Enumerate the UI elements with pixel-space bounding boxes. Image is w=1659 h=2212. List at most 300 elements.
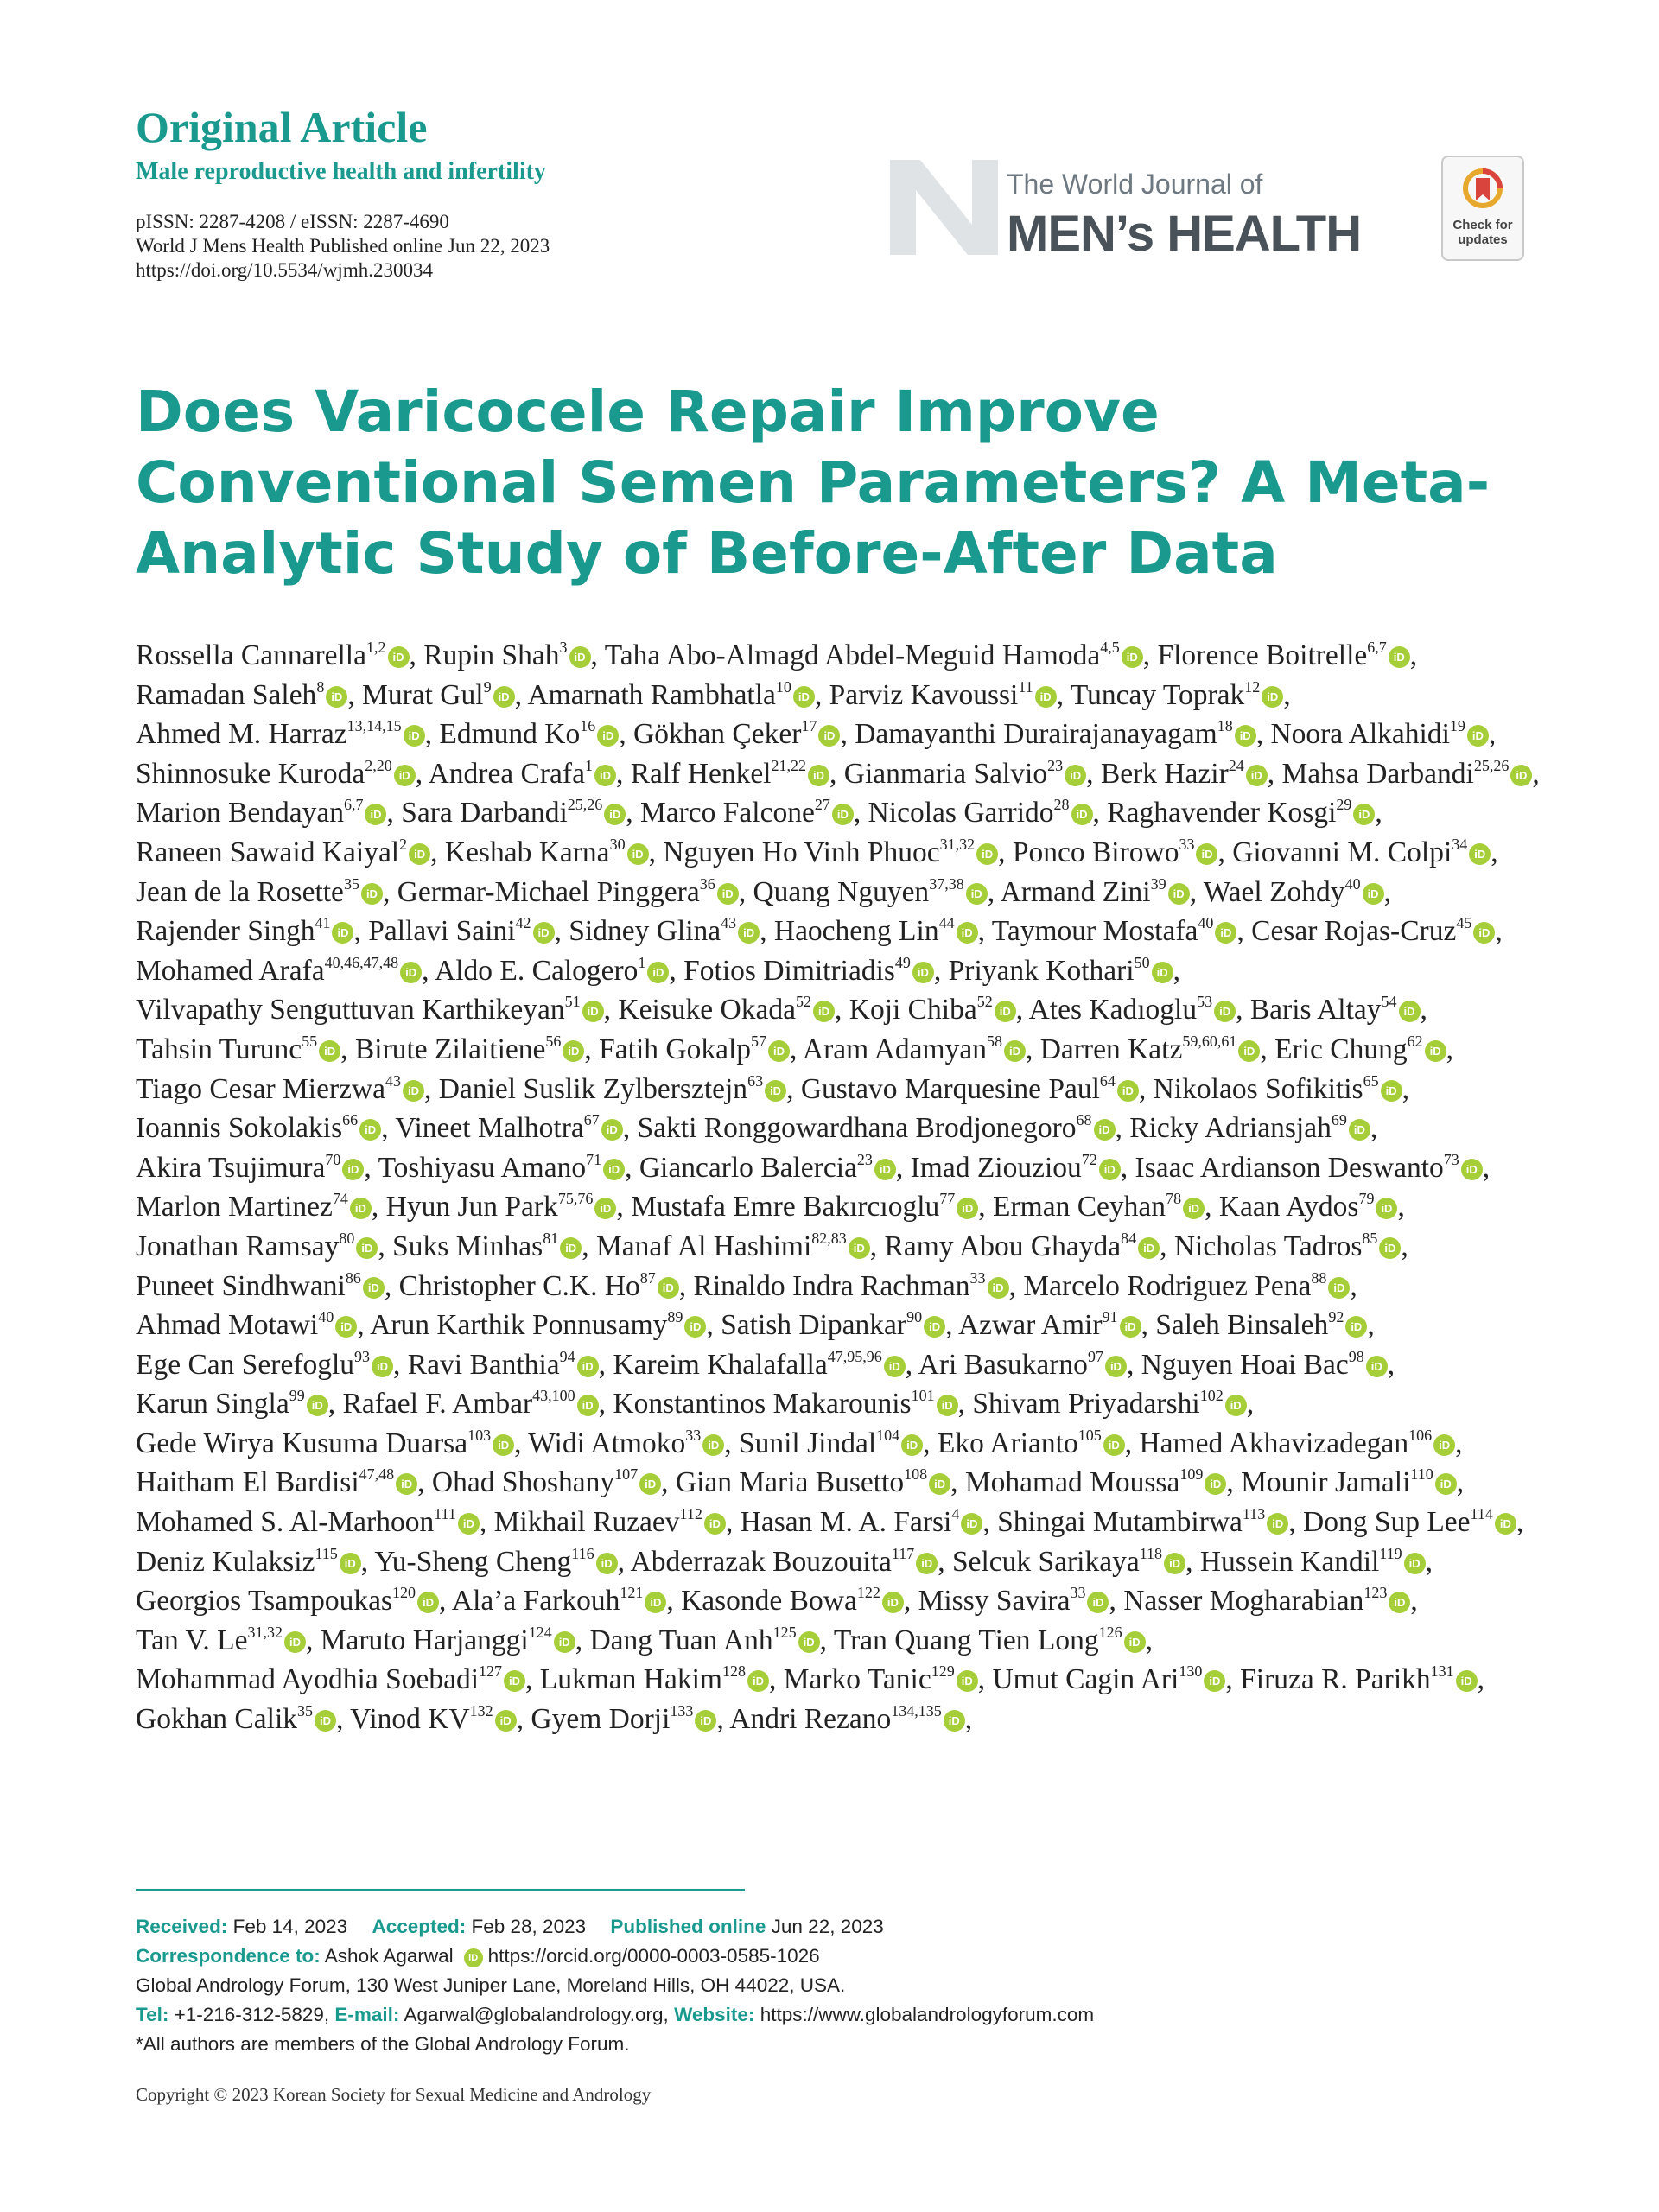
author	[1023, 1270, 1357, 1302]
author-separator: ,	[1138, 1072, 1147, 1105]
orcid-icon[interactable]: iD	[1495, 1513, 1516, 1535]
author-name: Marco Falcone	[640, 797, 815, 830]
orcid-icon[interactable]: iD	[747, 1670, 769, 1692]
orcid-icon[interactable]: iD	[1138, 1237, 1160, 1259]
author	[1040, 1033, 1268, 1065]
orcid-icon[interactable]: iD	[404, 725, 425, 747]
author-affiliation: 114	[1470, 1505, 1493, 1523]
orcid-icon[interactable]: iD	[924, 1316, 945, 1338]
orcid-icon[interactable]: iD	[1399, 1001, 1421, 1022]
orcid-icon[interactable]: iD	[818, 725, 840, 747]
author	[599, 1033, 797, 1065]
author-separator: ,	[950, 1466, 958, 1499]
orcid-icon[interactable]: iD	[1379, 1237, 1401, 1259]
author-separator: ,	[1455, 1427, 1463, 1459]
orcid-icon[interactable]: iD	[1105, 1356, 1127, 1377]
orcid-icon[interactable]: iD	[957, 1198, 978, 1219]
orcid-icon[interactable]: iD	[560, 1237, 582, 1259]
orcid-icon[interactable]: iD	[396, 1473, 417, 1495]
orcid-icon[interactable]: iD	[1267, 1513, 1288, 1535]
author-separator: ,	[648, 836, 656, 868]
orcid-icon[interactable]: iD	[704, 1513, 726, 1535]
doi-link[interactable]: https://doi.org/10.5534/wjmh.230034	[136, 259, 433, 281]
author-affiliation: 16	[580, 717, 596, 735]
author-affiliation: 1	[584, 756, 593, 774]
orcid-icon[interactable]: iD	[944, 1710, 965, 1732]
orcid-icon[interactable]: iD	[363, 1277, 385, 1299]
author-name: Ioannis Sokolakis	[136, 1112, 343, 1145]
orcid-icon[interactable]: iD	[1262, 686, 1283, 708]
author-affiliation: 40	[1344, 874, 1361, 893]
author-name: Tiago Cesar Mierzwa	[136, 1072, 386, 1105]
orcid-icon[interactable]: iD	[1124, 1631, 1146, 1653]
orcid-icon[interactable]: iD	[1122, 646, 1143, 668]
correspondence-orcid-link[interactable]: https://orcid.org/0000-0003-0585-1026	[487, 1945, 820, 1967]
orcid-icon[interactable]: iD	[417, 1592, 439, 1613]
author-affiliation: 116	[571, 1544, 594, 1562]
orcid-icon[interactable]: iD	[768, 1040, 790, 1062]
orcid-icon[interactable]: iD	[326, 686, 347, 708]
author-name: Maruto Harjanggi	[320, 1624, 529, 1656]
orcid-icon[interactable]: iD	[335, 1316, 357, 1338]
author-name: Gustavo Marquesine Paul	[800, 1072, 1100, 1105]
orcid-icon[interactable]: iD	[684, 1316, 706, 1338]
orcid-icon[interactable]: iD	[361, 883, 383, 905]
author	[683, 955, 941, 987]
author-separator: ,	[678, 1269, 687, 1302]
orcid-icon[interactable]: iD	[966, 883, 988, 905]
orcid-icon[interactable]: iD	[695, 1710, 716, 1732]
orcid-icon[interactable]: iD	[1510, 765, 1532, 786]
author	[136, 718, 432, 750]
orcid-icon[interactable]: iD	[1215, 922, 1236, 944]
author-name: Hasan M. A. Farsi	[740, 1506, 952, 1539]
orcid-icon[interactable]: iD	[604, 804, 626, 825]
author-affiliation: 120	[391, 1584, 416, 1602]
author	[830, 679, 1064, 711]
author-separator: ,	[905, 1348, 913, 1381]
orcid-icon[interactable]: iD	[350, 1198, 372, 1219]
author-affiliation: 62	[1407, 1032, 1423, 1050]
author-separator: ,	[840, 718, 848, 751]
orcid-icon[interactable]: iD	[1235, 725, 1256, 747]
author-separator: ,	[1402, 1072, 1409, 1105]
orcid-icon[interactable]: iD	[937, 1395, 958, 1416]
author-affiliation: 42	[515, 914, 531, 932]
author-affiliation: 18	[1217, 717, 1233, 735]
orcid-icon[interactable]: iD	[359, 1119, 381, 1141]
author-name: Ates Kadıoglu	[1028, 994, 1198, 1027]
orcid-icon[interactable]: iD	[1152, 962, 1173, 983]
author-affiliation: 66	[342, 1111, 359, 1129]
orcid-icon[interactable]: iD	[1204, 1670, 1225, 1692]
orcid-icon[interactable]: iD	[995, 1001, 1016, 1022]
orcid-icon[interactable]: iD	[597, 725, 619, 747]
author-name: Taha Abo-Almagd Abdel-Meguid Hamoda	[604, 639, 1101, 671]
author-separator: ,	[835, 994, 842, 1027]
orcid-icon[interactable]: iD	[1381, 1080, 1402, 1102]
orcid-icon[interactable]: iD	[929, 1473, 950, 1495]
author-name: Widi Atmoko	[528, 1427, 686, 1459]
author-name: Gianmaria Salvio	[843, 757, 1048, 790]
author-name: Shinnosuke Kuroda	[136, 757, 365, 790]
orcid-icon[interactable]: iD	[793, 686, 815, 708]
orcid-icon[interactable]: iD	[340, 1553, 361, 1574]
author	[952, 1546, 1192, 1578]
orcid-icon[interactable]: iD	[554, 1631, 575, 1653]
author	[1204, 876, 1391, 908]
orcid-icon[interactable]: iD	[1389, 1592, 1410, 1613]
orcid-icon[interactable]: iD	[1456, 1670, 1478, 1692]
author-separator: ,	[386, 797, 394, 830]
author-affiliation: 51	[564, 993, 581, 1011]
orcid-icon[interactable]: iD	[1164, 1553, 1185, 1574]
journal-line: World J Mens Health Published online Jun 22, 2023	[136, 235, 550, 257]
orcid-icon[interactable]: iD	[1004, 1040, 1026, 1062]
orcid-icon[interactable]: iD	[409, 843, 430, 865]
author	[855, 718, 1263, 750]
received-label: Received:	[136, 1916, 228, 1937]
orcid-icon[interactable]: iD	[1099, 1159, 1121, 1180]
author-affiliation: 21,22	[771, 756, 806, 774]
author-name: Eric Chung	[1274, 1033, 1408, 1065]
author-name: Andrea Crafa	[428, 757, 585, 790]
author	[596, 1230, 877, 1262]
author-affiliation: 1	[638, 953, 646, 971]
author-name: Erman Ceyhan	[993, 1191, 1166, 1224]
author-name: Manaf Al Hashimi	[595, 1230, 812, 1262]
orcid-icon[interactable]: iD	[372, 1356, 393, 1377]
orcid-icon[interactable]: iD	[356, 1237, 378, 1259]
author	[1241, 1466, 1464, 1498]
orcid-icon[interactable]: iD	[1183, 1198, 1205, 1219]
orcid-icon[interactable]: iD	[1435, 1473, 1457, 1495]
author	[439, 1073, 794, 1105]
author-affiliation: 103	[467, 1426, 492, 1444]
orcid-icon[interactable]: iD	[1366, 1356, 1388, 1377]
orcid-icon[interactable]: iD	[403, 1080, 424, 1102]
author-separator: ,	[1397, 1191, 1405, 1224]
orcid-icon[interactable]: iD	[504, 1670, 525, 1692]
issn: pISSN: 2287-4208 / eISSN: 2287-4690	[136, 211, 449, 232]
orcid-icon[interactable]: iD	[577, 1395, 599, 1416]
author-separator: ,	[514, 1427, 522, 1459]
orcid-icon[interactable]: iD	[1071, 804, 1093, 825]
orcid-icon[interactable]: iD	[765, 1080, 786, 1102]
author-affiliation: 39	[1150, 874, 1166, 893]
author-affiliation: 3	[559, 639, 568, 656]
footer-divider	[136, 1889, 745, 1891]
orcid-icon[interactable]: iD	[569, 646, 591, 668]
author-affiliation: 79	[1358, 1190, 1375, 1208]
author	[844, 758, 1094, 790]
orcid-icon[interactable]: iD	[639, 1473, 661, 1495]
author-affiliation: 35	[297, 1702, 314, 1720]
accepted-label: Accepted:	[372, 1916, 467, 1937]
author-separator: ,	[336, 1703, 344, 1736]
correspondence-address: Global Andrology Forum, 130 West Juniper Lane, Moreland Hills, OH 44022, USA.	[136, 1974, 846, 1996]
author-affiliation: 68	[1076, 1111, 1092, 1129]
orcid-icon[interactable]: iD	[1467, 725, 1489, 747]
author	[321, 1624, 582, 1656]
author-affiliation: 28	[1053, 796, 1070, 814]
check-for-updates-badge[interactable]	[1441, 156, 1524, 261]
orcid-icon[interactable]: iD	[849, 1237, 870, 1259]
author-name: Kareim Khalafalla	[613, 1348, 828, 1381]
author-separator: ,	[661, 1466, 669, 1499]
author-name: Rupin Shah	[423, 639, 560, 671]
orcid-icon[interactable]: iD	[627, 843, 649, 865]
orcid-icon[interactable]: iD	[874, 1159, 896, 1180]
author-name: Damayanthi Durairajanayagam	[855, 718, 1217, 751]
orcid-icon[interactable]: iD	[1469, 843, 1491, 865]
author-affiliation: 24	[1228, 756, 1244, 774]
check-for-updates-text: Check for updates	[1452, 218, 1513, 247]
author-affiliation: 4	[951, 1505, 960, 1523]
orcid-icon[interactable]: iD	[601, 1119, 623, 1141]
author-separator: ,	[1236, 915, 1244, 948]
orcid-icon[interactable]: iD	[563, 1040, 584, 1062]
author	[741, 1506, 990, 1538]
orcid-icon[interactable]: iD	[1214, 1001, 1236, 1022]
author-name: Sunil Jindal	[738, 1427, 877, 1459]
author-name: Georgios Tsampoukas	[136, 1585, 392, 1618]
author-separator: ,	[725, 1506, 734, 1539]
author-name: Ramy Abou Ghayda	[884, 1230, 1122, 1262]
orcid-icon[interactable]: iD	[988, 1277, 1009, 1299]
author-name: Noora Alkahidi	[1270, 718, 1450, 751]
orcid-icon[interactable]: iD	[961, 1513, 982, 1535]
author-affiliation: 40	[318, 1308, 334, 1326]
author-affiliation: 57	[751, 1032, 766, 1050]
orcid-icon[interactable]: iD	[813, 1001, 835, 1022]
orcid-icon[interactable]: iD	[957, 922, 978, 944]
orcid-icon[interactable]: iD	[332, 922, 353, 944]
orcid-icon[interactable]: iD	[582, 1001, 604, 1022]
orcid-icon[interactable]: iD	[702, 1434, 724, 1456]
orcid-icon[interactable]: iD	[1196, 843, 1217, 865]
website-link[interactable]: https://www.globalandrologyforum.com	[760, 2004, 1095, 2025]
author-affiliation: 130	[1179, 1662, 1203, 1681]
author	[136, 994, 611, 1026]
author-separator: ,	[409, 639, 416, 671]
author-separator: ,	[964, 1703, 973, 1736]
author-affiliation: 2	[399, 835, 408, 853]
orcid-icon[interactable]: iD	[464, 1948, 483, 1967]
orcid-icon[interactable]: iD	[1065, 765, 1086, 786]
orcid-icon[interactable]: iD	[798, 1631, 820, 1653]
author-separator: ,	[626, 797, 633, 830]
author	[136, 1191, 378, 1223]
orcid-icon[interactable]: iD	[319, 1040, 340, 1062]
orcid-icon[interactable]: iD	[533, 922, 555, 944]
orcid-icon[interactable]: iD	[315, 1710, 336, 1732]
orcid-icon[interactable]: iD	[1353, 804, 1375, 825]
author	[1174, 1230, 1408, 1262]
orcid-icon[interactable]: iD	[284, 1631, 306, 1653]
author-name: Ohad Shoshany	[431, 1466, 615, 1499]
author-name: Edmund Ko	[439, 718, 581, 751]
author	[528, 1427, 731, 1459]
author-separator: ,	[1267, 757, 1275, 790]
orcid-icon[interactable]: iD	[645, 1592, 666, 1613]
author-name: Dang Tuan Anh	[589, 1624, 773, 1656]
orcid-icon[interactable]: iD	[1205, 1473, 1226, 1495]
author	[938, 1427, 1132, 1459]
received-date: Feb 14, 2023	[232, 1916, 348, 1937]
author-affiliation: 19	[1449, 717, 1465, 735]
orcid-icon[interactable]: iD	[400, 962, 422, 983]
orcid-icon[interactable]: iD	[307, 1395, 328, 1416]
author-separator: ,	[575, 1624, 583, 1656]
orcid-icon[interactable]: iD	[1328, 1277, 1350, 1299]
orcid-icon[interactable]: iD	[884, 1356, 906, 1377]
orcid-icon[interactable]: iD	[1246, 765, 1268, 786]
orcid-icon[interactable]: iD	[365, 804, 386, 825]
orcid-icon[interactable]: iD	[912, 962, 934, 983]
author-name: Aram Adamyan	[802, 1033, 987, 1065]
orcid-icon[interactable]: iD	[577, 1356, 599, 1377]
orcid-icon[interactable]: iD	[1117, 1080, 1139, 1102]
orcid-icon[interactable]: iD	[957, 1670, 978, 1692]
orcid-icon[interactable]: iD	[1376, 1198, 1397, 1219]
orcid-icon[interactable]: iD	[603, 1159, 625, 1180]
author-separator: ,	[1124, 1427, 1133, 1459]
author-name: Dong Sup Lee	[1303, 1506, 1471, 1539]
author-affiliation: 53	[1197, 993, 1213, 1011]
orcid-icon[interactable]: iD	[808, 765, 830, 786]
author	[1240, 1663, 1484, 1695]
orcid-icon[interactable]: iD	[342, 1159, 364, 1180]
accepted-date: Feb 28, 2023	[471, 1916, 587, 1937]
orcid-icon[interactable]: iD	[1035, 686, 1057, 708]
orcid-icon[interactable]: iD	[1238, 1040, 1260, 1062]
author	[992, 915, 1244, 947]
author	[395, 1112, 630, 1144]
author-name: Satish Dipankar	[721, 1309, 907, 1342]
author-affiliation: 69	[1331, 1111, 1347, 1129]
author-affiliation: 63	[747, 1071, 764, 1090]
orcid-icon[interactable]: iD	[647, 962, 669, 983]
author-affiliation: 50	[1134, 953, 1150, 971]
orcid-icon[interactable]: iD	[1103, 1434, 1125, 1456]
author-name: Sakti Ronggowardhana Brodjonegoro	[637, 1112, 1077, 1145]
author-affiliation: 123	[1363, 1584, 1388, 1602]
author-separator: ,	[514, 678, 522, 711]
author-separator: ,	[1409, 639, 1418, 671]
author-separator: ,	[923, 1427, 931, 1459]
author-affiliation: 33	[969, 1268, 986, 1287]
email-link[interactable]: Agarwal@globalandrology.org,	[404, 2004, 669, 2025]
orcid-icon[interactable]: iD	[901, 1434, 923, 1456]
author-name: Akira Tsujimura	[136, 1151, 326, 1184]
orcid-icon[interactable]: iD	[594, 1198, 616, 1219]
author-name: Sidney Glina	[569, 915, 721, 948]
orcid-icon[interactable]: iD	[1120, 1316, 1141, 1338]
author-name: Deniz Kulaksiz	[136, 1545, 315, 1578]
author-name: Vinod KV	[350, 1703, 470, 1736]
orcid-icon[interactable]: iD	[738, 922, 760, 944]
orcid-icon[interactable]: iD	[1345, 1316, 1367, 1338]
orcid-icon[interactable]: iD	[493, 686, 515, 708]
author-affiliation: 11	[1018, 677, 1033, 696]
orcid-icon[interactable]: iD	[832, 804, 854, 825]
author-name: Florence Boitrelle	[1157, 639, 1368, 671]
author-name: Sara Darbandi	[401, 797, 568, 830]
author-separator: ,	[978, 1191, 986, 1224]
author	[136, 955, 429, 987]
published-date: Jun 22, 2023	[771, 1916, 884, 1937]
orcid-icon[interactable]: iD	[1225, 1395, 1247, 1416]
orcid-icon[interactable]: iD	[1473, 922, 1495, 944]
author-affiliation: 107	[614, 1465, 639, 1484]
orcid-icon[interactable]: iD	[717, 883, 739, 905]
author	[374, 1546, 625, 1578]
author-affiliation: 74	[332, 1190, 348, 1208]
orcid-icon[interactable]: iD	[1404, 1553, 1426, 1574]
author-affiliation: 47,95,96	[827, 1347, 882, 1365]
author-separator: ,	[479, 1506, 487, 1539]
author	[435, 955, 677, 987]
author	[136, 836, 438, 868]
orcid-icon[interactable]: iD	[1087, 1592, 1109, 1613]
author-name: Berk Hazir	[1100, 757, 1229, 790]
orcid-icon[interactable]: iD	[596, 1553, 618, 1574]
author-name: Marlon Martinez	[136, 1191, 333, 1224]
author-affiliation: 128	[721, 1662, 746, 1681]
orcid-icon[interactable]: iD	[1425, 1040, 1446, 1062]
author-affiliation: 43	[721, 914, 737, 932]
orcid-icon[interactable]: iD	[388, 646, 410, 668]
orcid-icon[interactable]: iD	[458, 1513, 480, 1535]
author-separator: ,	[1217, 836, 1225, 868]
author-name: Imad Ziouziou	[910, 1151, 1082, 1184]
orcid-icon[interactable]: iD	[1349, 1119, 1370, 1141]
author-list	[136, 636, 1544, 1739]
author-affiliation: 127	[479, 1662, 503, 1681]
author-separator: ,	[1185, 1545, 1193, 1578]
article-title: Does Varicocele Repair Improve Conventional Semen Parameters? A Meta-Analytic Study of Before-After Data	[136, 378, 1491, 587]
published-label: Published online	[610, 1916, 766, 1937]
orcid-icon[interactable]: iD	[493, 1434, 514, 1456]
orcid-icon[interactable]: iD	[394, 765, 416, 786]
orcid-icon[interactable]: iD	[1363, 883, 1384, 905]
orcid-icon[interactable]: iD	[882, 1592, 904, 1613]
author-separator: ,	[347, 678, 355, 711]
article-subject: Male reproductive health and infertility	[136, 158, 546, 185]
orcid-icon[interactable]: iD	[1094, 1119, 1116, 1141]
author-affiliation: 30	[609, 835, 626, 853]
orcid-icon[interactable]: iD	[594, 765, 616, 786]
orcid-icon[interactable]: iD	[495, 1710, 517, 1732]
author	[639, 1152, 903, 1184]
author-name: Ahmad Motawi	[136, 1309, 319, 1342]
author	[1001, 876, 1197, 908]
author-name: Vilvapathy Senguttuvan Karthikeyan	[136, 994, 565, 1027]
orcid-icon[interactable]: iD	[1168, 883, 1190, 905]
author-name: Hamed Akhavizadegan	[1139, 1427, 1409, 1459]
orcid-icon[interactable]: iD	[916, 1553, 938, 1574]
orcid-icon[interactable]: iD	[1389, 646, 1410, 668]
orcid-icon[interactable]: iD	[1461, 1159, 1483, 1180]
orcid-icon[interactable]: iD	[658, 1277, 679, 1299]
author-name: Shivam Priyadarshi	[972, 1388, 1200, 1421]
author-name: Ala’a Farkouh	[451, 1585, 620, 1618]
orcid-icon[interactable]: iD	[976, 843, 998, 865]
author-affiliation: 81	[543, 1229, 559, 1247]
orcid-icon[interactable]: iD	[1433, 1434, 1455, 1456]
author-separator: ,	[615, 757, 624, 790]
